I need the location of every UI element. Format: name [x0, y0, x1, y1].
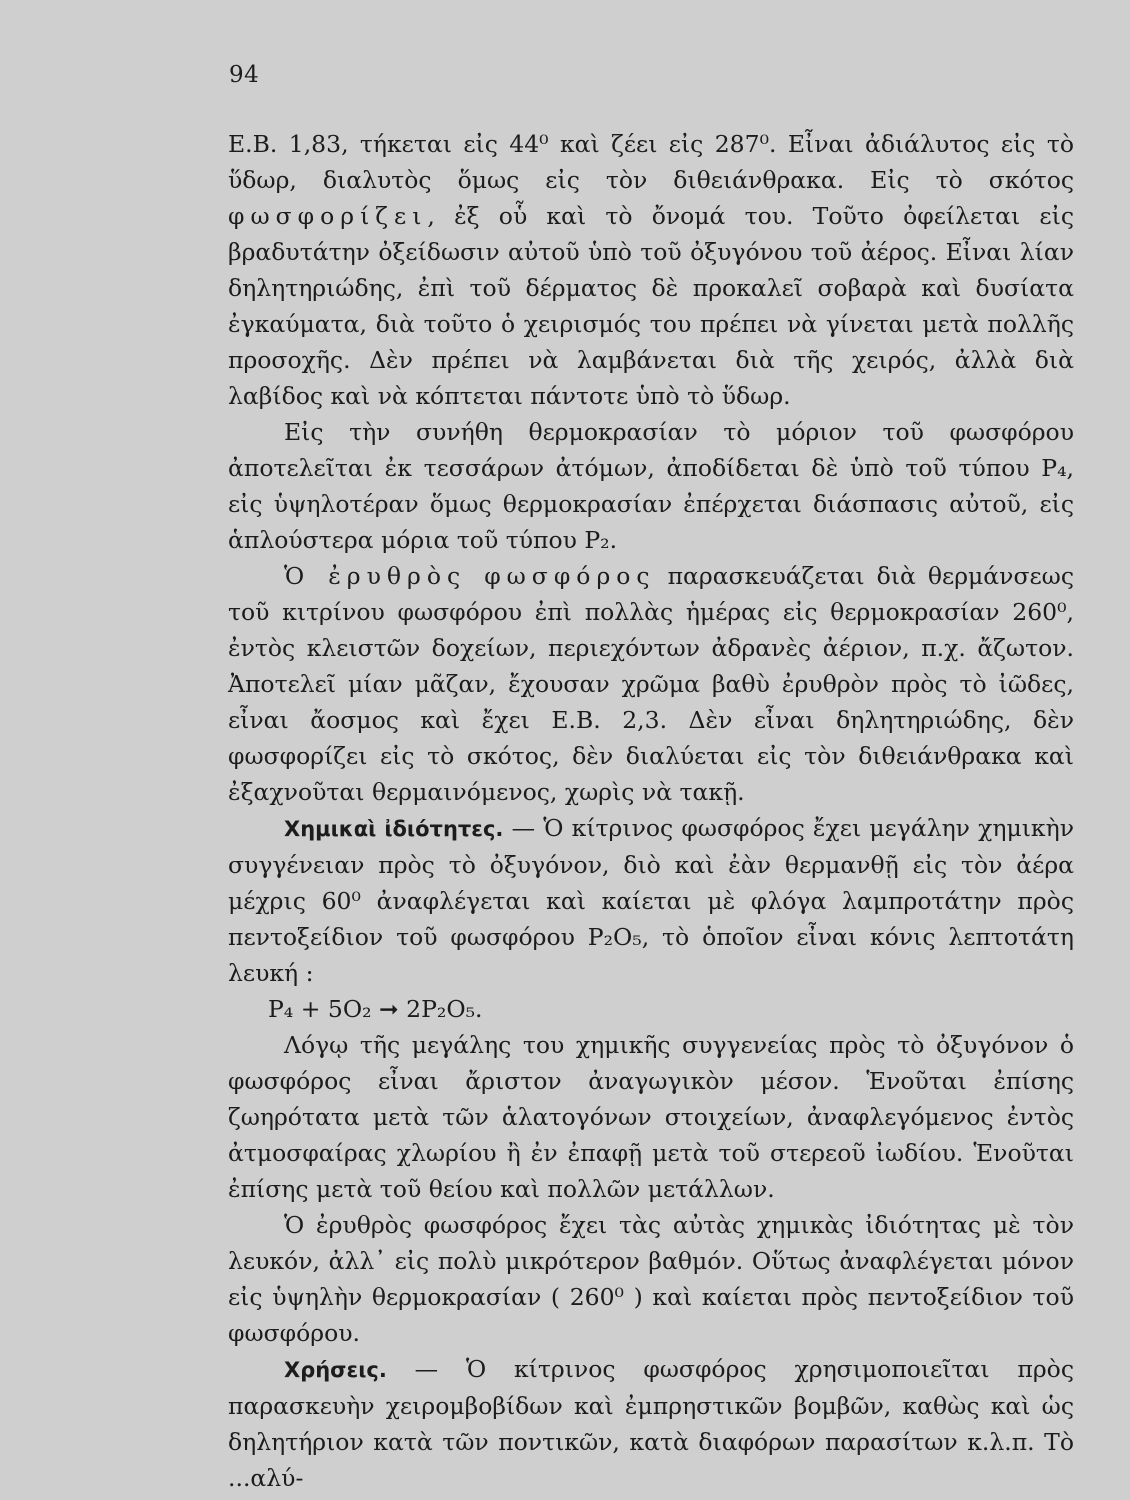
chemical-equation: P₄ + 5O₂ ➞ 2P₂O₅.: [268, 995, 483, 1023]
paragraph-reducing-agent: Λόγῳ τῆς μεγάλης του χημικῆς συγγενείας πρὸς τὸ ὀξυγόνον ὁ φωσφόρος εἶναι ἄριστον ἀναγωγικὸν μέσον. Ἑνοῦται ἐπίσης ζωηρότατα μετὰ τῶν ἁλατογόνων στοιχείων, ἀναφλεγόμενος ἐντὸς ἀτμοσφαίρας χλωρίου ἢ ἐν ἐπαφῇ μετὰ τοῦ στερεοῦ ἰωδίου. Ἑνοῦται ἐπίσης μετὰ τοῦ θείου καὶ πολλῶν μετάλλων.: [228, 1031, 1074, 1203]
spaced-term-phosphoresces: φωσφορίζει: [228, 202, 428, 230]
page-body: [228, 126, 1074, 1496]
text-run: Ε.Β. 1,83, τήκεται εἰς 44⁰ καὶ ζέει εἰς 287⁰. Εἶναι ἀδιάλυτος εἰς τὸ ὕδωρ, διαλυτὸς ὅμως εἰς τὸν διθειάνθρακα. Εἰς τὸ σκότος: [228, 130, 1074, 194]
page-number: 94: [229, 62, 260, 88]
text-run: , ἐξ οὗ καὶ τὸ ὄνομά του. Τοῦτο ὀφείλεται εἰς βραδυτάτην ὀξείδωσιν αὐτοῦ ὑπὸ τοῦ ὀξυγόνου τοῦ ἀέρος. Εἶναι λίαν δηλητηριώδης, ἐπὶ τοῦ δέρματος δὲ προκαλεῖ σοβαρὰ καὶ δυσίατα ἐγκαύματα, διὰ τοῦτο ὁ χειρισμός του πρέπει νὰ γίνεται μετὰ πολλῆς προσοχῆς. Δὲν πρέπει νὰ λαμβάνεται διὰ τῆς χειρός, ἀλλὰ διὰ λαβίδος καὶ νὰ κόπτεται πάντοτε ὑπὸ τὸ ὕδωρ.: [228, 202, 1074, 410]
text-run: — Ὁ κίτρινος φωσφόρος χρησιμοποιεῖται πρὸς παρασκευὴν χειρομβοβίδων καὶ ἐμπρηστικῶν βομβῶν, καθὼς καὶ ὡς δηλητήριον κατὰ τῶν ποντικῶν, κατὰ διαφόρων παρασίτων κ.λ.π. Τὸ ...αλύ-: [228, 1355, 1074, 1492]
paragraph-red-phosphorus-reactivity: Ὁ ἐρυθρὸς φωσφόρος ἔχει τὰς αὐτὰς χημικὰς ἰδιότητας μὲ τὸν λευκόν, ἀλλ᾽ εἰς πολὺ μικρότερον βαθμόν. Οὕτως ἀναφλέγεται μόνον εἰς ὑψηλὴν θερμοκρασίαν ( 260⁰ ) καὶ καίεται πρὸς πεντοξείδιον τοῦ φωσφόρου.: [228, 1211, 1074, 1347]
paragraph-uses: [228, 1351, 1074, 1496]
text-run: παρασκευάζεται διὰ θερμάνσεως τοῦ κιτρίνου φωσφόρου ἐπὶ πολλὰς ἡμέρας εἰς θερμοκρασίαν 260⁰, ἐντὸς κλειστῶν δοχείων, περιεχόντων ἀδρανὲς ἀέριον, π.χ. ἄζωτον. Ἀποτελεῖ μίαν μᾶζαν, ἔχουσαν χρῶμα βαθὺ ἐρυθρὸν πρὸς τὸ ἰῶδες, εἶναι ἄοσμος καὶ ἔχει Ε.Β. 2,3. Δὲν εἶναι δηλητηριώδης, δὲν φωσφορίζει εἰς τὸ σκότος, δὲν διαλύεται εἰς τὸν διθειάνθρακα καὶ ἐξαχνοῦται θερμαινόμενος, χωρὶς νὰ τακῇ.: [228, 562, 1074, 806]
paragraph-red-phosphorus: [228, 558, 1074, 810]
section-heading-chemical-properties: Χημικαὶ ἰδιότητες.: [284, 817, 504, 841]
section-heading-uses: Χρήσεις.: [284, 1358, 387, 1382]
paragraph-chemical-properties: [228, 810, 1074, 991]
paragraph-white-phosphorus-properties: [228, 126, 1074, 414]
spaced-term-red-phosphorus: Ὁ ἐρυθρὸς φωσφόρος: [284, 562, 656, 590]
text-run: — Ὁ κίτρινος φωσφόρος ἔχει μεγάλην χημικὴν συγγένειαν πρὸς τὸ ὀξυγόνον, διὸ καὶ ἐὰν θερμανθῇ εἰς τὸν ἀέρα μέχρις 60⁰ ἀναφλέγεται καὶ καίεται μὲ φλόγα λαμπροτάτην πρὸς πεντοξείδιον τοῦ φωσφόρου P₂O₅, τὸ ὁποῖον εἶναι κόνις λεπτοτάτη λευκή :: [228, 814, 1074, 987]
paragraph-molecular-structure: Εἰς τὴν συνήθη θερμοκρασίαν τὸ μόριον τοῦ φωσφόρου ἀποτελεῖται ἐκ τεσσάρων ἀτόμων, ἀποδίδεται δὲ ὑπὸ τοῦ τύπου P₄, εἰς ὑψηλοτέραν ὅμως θερμοκρασίαν ἐπέρχεται διάσπασις αὐτοῦ, εἰς ἁπλούστερα μόρια τοῦ τύπου P₂.: [228, 418, 1074, 554]
